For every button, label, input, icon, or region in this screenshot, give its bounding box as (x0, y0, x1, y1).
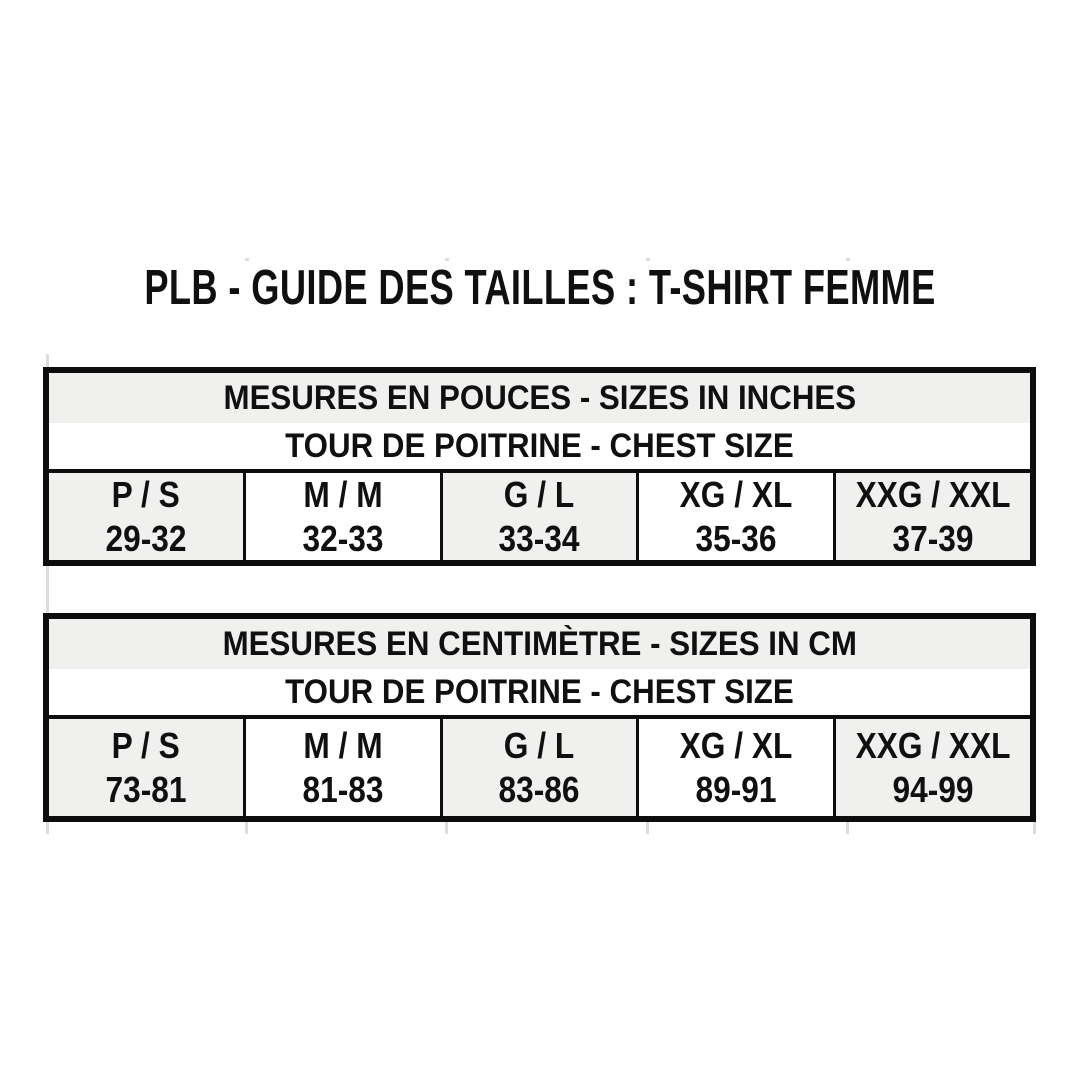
size-cell-gl (443, 473, 640, 560)
size-cell-xgxl (639, 473, 836, 560)
size-cell-ps (49, 473, 246, 560)
size-cell-xgxl (639, 719, 836, 816)
gridline-artifact (646, 822, 649, 834)
size-range: 33-34 (498, 517, 581, 559)
size-range: 37-39 (892, 517, 974, 559)
size-range: 81-83 (302, 768, 384, 810)
size-label: P / S (111, 724, 180, 766)
gridline-artifact (46, 822, 49, 834)
gridline-artifact (846, 258, 850, 261)
gridline-artifact (245, 258, 249, 261)
size-range: 94-99 (892, 768, 974, 810)
size-cell-ps (49, 719, 246, 816)
gridline-artifact (445, 258, 449, 261)
size-range: 89-91 (695, 768, 777, 810)
gridline-artifact (46, 566, 49, 613)
cm-unit-header-label: MESURES EN CENTIMÈTRE - SIZES IN CM (222, 624, 857, 663)
size-label: XXG / XXL (855, 473, 1011, 515)
size-label: XG / XL (679, 724, 793, 766)
inches-measure-header-label: TOUR DE POITRINE - CHEST SIZE (285, 426, 794, 465)
cm-measure-header-label: TOUR DE POITRINE - CHEST SIZE (285, 672, 794, 711)
page-title: PLB - GUIDE DES TAILLES : T-SHIRT FEMME (144, 261, 936, 315)
size-label: M / M (303, 473, 383, 515)
cm-measure-header-row (49, 669, 1030, 719)
size-range: 29-32 (105, 517, 187, 559)
gridline-artifact (245, 822, 248, 834)
cm-unit-header-row (49, 619, 1030, 669)
inches-unit-header-label: MESURES EN POUCES - SIZES IN INCHES (223, 378, 856, 417)
gridline-artifact (445, 822, 448, 834)
size-range: 32-33 (302, 517, 384, 559)
inches-unit-header-row (49, 373, 1030, 423)
size-cell-gl (443, 719, 640, 816)
cm-size-row (49, 719, 1030, 816)
inches-measure-header-row (49, 423, 1030, 473)
gridline-artifact (646, 258, 650, 261)
size-label: XG / XL (679, 473, 793, 515)
size-range: 83-86 (498, 768, 581, 810)
size-label: M / M (303, 724, 383, 766)
inches-size-row (49, 473, 1030, 560)
gridline-artifact (46, 354, 49, 367)
gridline-artifact (846, 822, 849, 834)
size-table-cm (43, 613, 1036, 822)
size-cell-xxgxxl (836, 719, 1030, 816)
size-label: XXG / XXL (855, 724, 1011, 766)
size-cell-mm (246, 719, 443, 816)
size-cell-xxgxxl (836, 473, 1030, 560)
size-cell-mm (246, 473, 443, 560)
gridline-artifact (1033, 822, 1036, 834)
size-label: G / L (504, 473, 575, 515)
size-label: P / S (111, 473, 180, 515)
size-range: 73-81 (105, 768, 187, 810)
size-table-inches (43, 367, 1036, 566)
size-range: 35-36 (695, 517, 777, 559)
size-label: G / L (504, 724, 575, 766)
